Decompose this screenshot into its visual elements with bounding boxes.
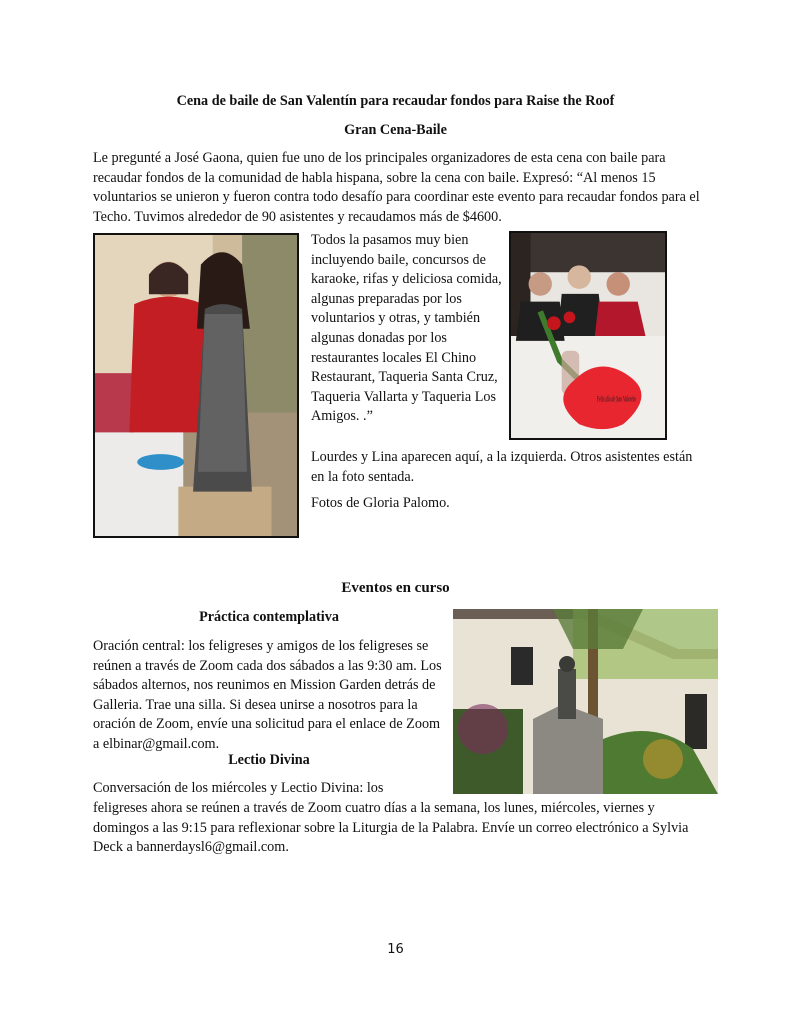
- photo-caption: Lourdes y Lina aparecen aquí, a la izquierda. Otros asistentes están en la foto sentada.: [311, 449, 693, 485]
- lectio-text: feligreses ahora se reúnen a través de Zoom cuatro días a la semana, los lunes, miércoles, viernes y domingos a las 9:15 para reflexionar sobre la Liturgia de la Palabra. Envíe un correo electrónico a Sylvia Deck a bannerdaysl6@gmail.com.: [93, 800, 689, 856]
- lectio-text-line-1: Conversación de los miércoles y Lectio Divina: los: [93, 780, 384, 796]
- practice-text: Oración central: los feligreses y amigos de los feligreses se reúnen a través de Zoom cada dos sábados a las 9:30 am. Los sábados alternos, nos reunimos en Mission Garden detrás de Galleria. Trae una silla. Si desea unirse a nosotros para la oración de Zoom, envíe una solicitud para el enlace de Zoom a elbinar@gmail.com.: [93, 638, 442, 752]
- heart-card-text: Feliz día de San Valentín: [596, 394, 636, 404]
- practice-heading: Práctica contemplativa: [199, 609, 339, 625]
- quote-continued: Todos la pasamos muy bien incluyendo baile, concursos de karaoke, rifas y deliciosa comida, algunas preparadas por los voluntarios y otras, y también algunas donadas por los restaurantes locales El Chino Restaurant, Taqueria Santa Cruz, Taqueria Vallarta y Taqueria Los Amigos. .”: [311, 232, 502, 425]
- article-title: Cena de baile de San Valentín para recaudar fondos para Raise the Roof: [176, 93, 615, 109]
- page-number: 16: [387, 942, 404, 957]
- article-subtitle: Gran Cena-Baile: [344, 122, 447, 138]
- photo-seated-attendees: [509, 231, 667, 440]
- photo-credit: Fotos de Gloria Palomo.: [311, 495, 450, 511]
- events-heading: Eventos en curso: [341, 580, 450, 596]
- photo-lourdes-lina: [93, 233, 299, 538]
- lectio-heading: Lectio Divina: [228, 752, 310, 768]
- article-intro: Le pregunté a José Gaona, quien fue uno de los principales organizadores de esta cena con baile para recaudar fondos de la comunidad de habla hispana, sobre la cena con baile. Expresó: “Al menos 15 voluntarios se unieron y fueron contra todo desafío para coordinar este evento para recaudar fondos para el Techo. Tuvimos alrededor de 90 asistentes y recaudamos más de $4600.: [93, 150, 700, 225]
- photo-mission-garden: [453, 609, 718, 794]
